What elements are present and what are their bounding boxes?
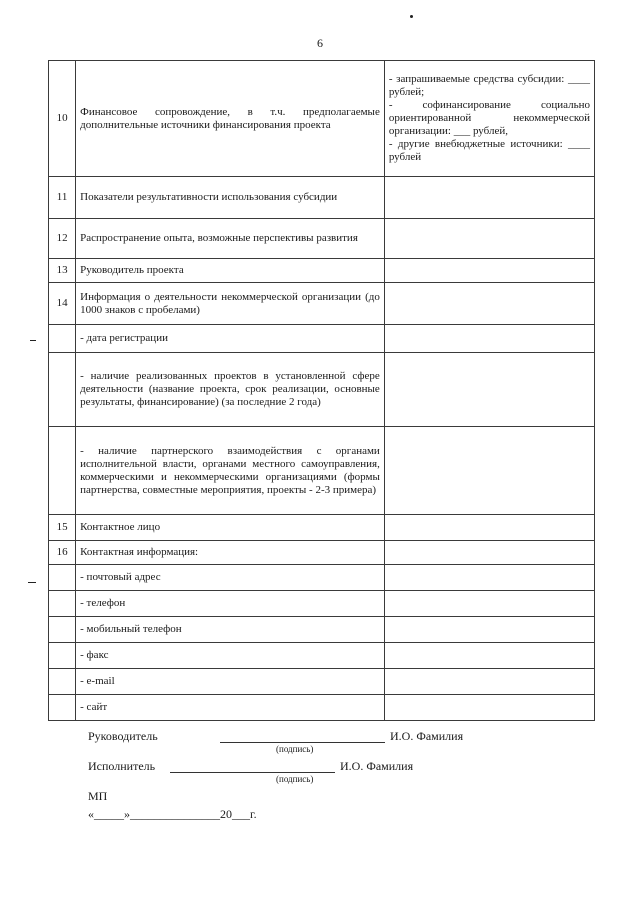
row-number bbox=[49, 617, 76, 643]
value-line: - запрашиваемые средства субсидии: ____ рублей; bbox=[388, 73, 590, 98]
row-label: - e-mail bbox=[76, 669, 385, 695]
row-number bbox=[49, 591, 76, 617]
row-label: Контактная информация: bbox=[76, 541, 385, 565]
table-row bbox=[49, 643, 595, 669]
row-label: - сайт bbox=[76, 695, 385, 721]
table-row bbox=[49, 541, 595, 565]
row-label: - мобильный телефон bbox=[76, 617, 385, 643]
stamp-label: МП bbox=[88, 789, 108, 803]
row-number: 10 bbox=[49, 61, 76, 177]
row-value bbox=[384, 617, 594, 643]
table-row bbox=[49, 565, 595, 591]
row-value bbox=[384, 353, 594, 427]
row-number: 16 bbox=[49, 541, 76, 565]
row-label: Финансовое сопровождение, в т.ч. предполагаемые дополнительные источники финансирования проекта bbox=[76, 61, 385, 177]
row-label: Показатели результативности использования субсидии bbox=[76, 177, 385, 219]
table-row bbox=[49, 219, 595, 259]
table-row bbox=[49, 325, 595, 353]
row-value bbox=[384, 325, 594, 353]
row-value bbox=[384, 669, 594, 695]
head-signature-line bbox=[220, 742, 385, 743]
table-row bbox=[49, 427, 595, 515]
executor-signature-line bbox=[170, 772, 335, 773]
value-line: - софинансирование социально ориентированной некоммерческой организации: ___ рублей, bbox=[388, 99, 590, 137]
row-number: 14 bbox=[49, 283, 76, 325]
row-label: - факс bbox=[76, 643, 385, 669]
table-row bbox=[49, 353, 595, 427]
row-value bbox=[384, 515, 594, 541]
row-value bbox=[384, 427, 594, 515]
head-name: И.О. Фамилия bbox=[390, 729, 464, 743]
row-number bbox=[49, 353, 76, 427]
head-label: Руководитель bbox=[88, 729, 158, 743]
row-value bbox=[384, 61, 594, 177]
row-value bbox=[384, 219, 594, 259]
table-row bbox=[49, 515, 595, 541]
row-number bbox=[49, 643, 76, 669]
row-value bbox=[384, 283, 594, 325]
row-number bbox=[49, 695, 76, 721]
table-row bbox=[49, 61, 595, 177]
row-value bbox=[384, 565, 594, 591]
row-label: - наличие партнерского взаимодействия с органами исполнительной власти, органами местного самоуправления, коммерческими и некоммерческими организациями (формы партнерства, совместные мероприятия, проекты - 2-3 примера) bbox=[76, 427, 385, 515]
table-row bbox=[49, 177, 595, 219]
table-row bbox=[49, 283, 595, 325]
executor-label: Исполнитель bbox=[88, 759, 156, 773]
row-number: 12 bbox=[49, 219, 76, 259]
margin-mark bbox=[28, 582, 36, 583]
row-label: Руководитель проекта bbox=[76, 259, 385, 283]
row-number: 15 bbox=[49, 515, 76, 541]
executor-name: И.О. Фамилия bbox=[340, 759, 414, 773]
row-value bbox=[384, 695, 594, 721]
date-line: «_____»_______________20___г. bbox=[88, 807, 257, 821]
row-label: - дата регистрации bbox=[76, 325, 385, 353]
row-number: 13 bbox=[49, 259, 76, 283]
table-row bbox=[49, 591, 595, 617]
row-label: Информация о деятельности некоммерческой организации (до 1000 знаков с пробелами) bbox=[76, 283, 385, 325]
table-row bbox=[49, 669, 595, 695]
row-label: Распространение опыта, возможные перспективы развития bbox=[76, 219, 385, 259]
table-row bbox=[49, 695, 595, 721]
page-number: 6 bbox=[317, 36, 323, 50]
row-label: - почтовый адрес bbox=[76, 565, 385, 591]
row-value bbox=[384, 591, 594, 617]
row-value bbox=[384, 259, 594, 283]
signature-hint: (подпись) bbox=[276, 744, 314, 754]
row-number bbox=[49, 565, 76, 591]
row-value bbox=[384, 541, 594, 565]
row-number bbox=[49, 669, 76, 695]
signature-hint: (подпись) bbox=[276, 774, 314, 784]
margin-mark bbox=[30, 340, 36, 341]
speck bbox=[410, 15, 413, 18]
application-form-table bbox=[48, 60, 595, 721]
row-label: - телефон bbox=[76, 591, 385, 617]
row-number: 11 bbox=[49, 177, 76, 219]
table-row bbox=[49, 617, 595, 643]
row-value bbox=[384, 177, 594, 219]
row-number bbox=[49, 325, 76, 353]
value-line: - другие внебюджетные источники: ____ рублей bbox=[388, 138, 590, 163]
table-row bbox=[49, 259, 595, 283]
row-label: - наличие реализованных проектов в установленной сфере деятельности (название проекта, срок реализации, основные результаты, финансирование) (за последние 2 года) bbox=[76, 353, 385, 427]
row-value bbox=[384, 643, 594, 669]
row-number bbox=[49, 427, 76, 515]
row-label: Контактное лицо bbox=[76, 515, 385, 541]
